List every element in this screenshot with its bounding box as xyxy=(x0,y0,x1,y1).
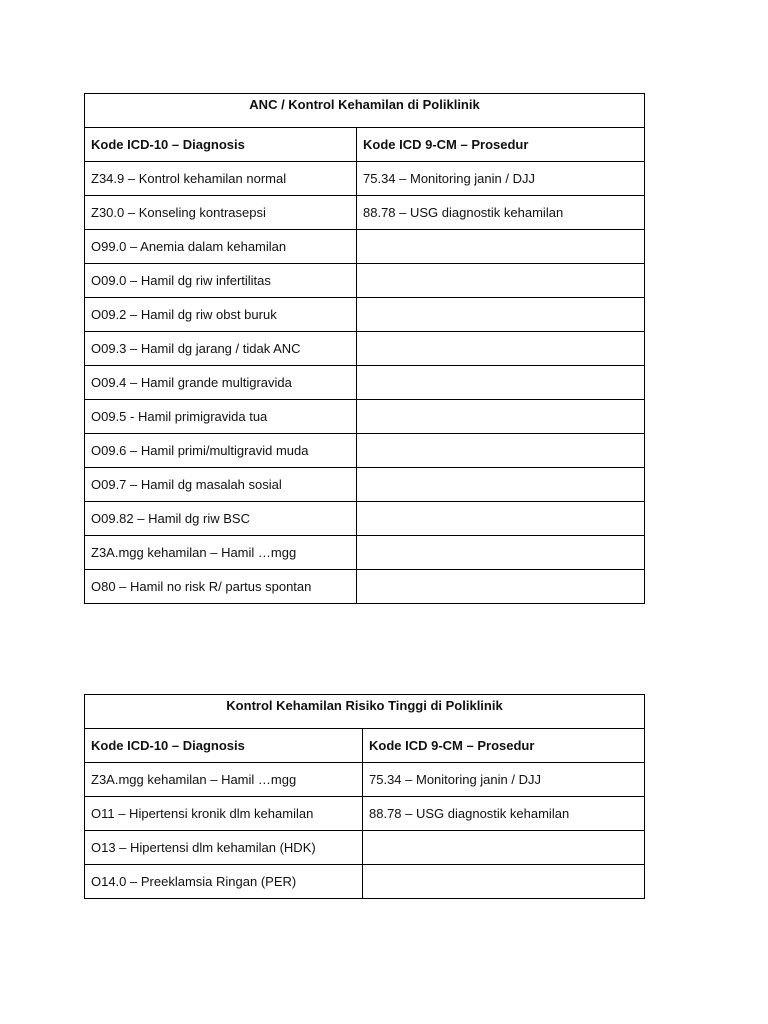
procedure-cell xyxy=(357,570,645,604)
column-header-procedure: Kode ICD 9-CM – Prosedur xyxy=(363,729,645,763)
table-row xyxy=(85,264,645,298)
diagnosis-cell: Z3A.mgg kehamilan – Hamil …mgg xyxy=(85,536,357,570)
diagnosis-cell: O09.4 – Hamil grande multigravida xyxy=(85,366,357,400)
column-header-diagnosis: Kode ICD-10 – Diagnosis xyxy=(85,128,357,162)
table-row xyxy=(85,162,645,196)
procedure-cell xyxy=(357,502,645,536)
table-row xyxy=(85,570,645,604)
table-row xyxy=(85,366,645,400)
procedure-cell xyxy=(357,536,645,570)
procedure-cell xyxy=(363,865,645,899)
column-header-procedure: Kode ICD 9-CM – Prosedur xyxy=(357,128,645,162)
table-row xyxy=(85,230,645,264)
procedure-cell xyxy=(357,264,645,298)
table-row xyxy=(85,865,645,899)
procedure-cell xyxy=(357,400,645,434)
column-header-diagnosis: Kode ICD-10 – Diagnosis xyxy=(85,729,363,763)
diagnosis-cell: Z34.9 – Kontrol kehamilan normal xyxy=(85,162,357,196)
diagnosis-cell: O14.0 – Preeklamsia Ringan (PER) xyxy=(85,865,363,899)
table-row xyxy=(85,400,645,434)
table-row xyxy=(85,196,645,230)
diagnosis-cell: O80 – Hamil no risk R/ partus spontan xyxy=(85,570,357,604)
procedure-cell xyxy=(357,468,645,502)
procedure-cell xyxy=(357,366,645,400)
table-title: ANC / Kontrol Kehamilan di Poliklinik xyxy=(85,94,645,128)
table-body xyxy=(85,162,645,604)
diagnosis-cell: O11 – Hipertensi kronik dlm kehamilan xyxy=(85,797,363,831)
procedure-cell: 75.34 – Monitoring janin / DJJ xyxy=(363,763,645,797)
table-header-row xyxy=(85,729,645,763)
table-row xyxy=(85,468,645,502)
table-title-row xyxy=(85,94,645,128)
table-row xyxy=(85,502,645,536)
high-risk-table xyxy=(84,694,645,899)
procedure-cell xyxy=(363,831,645,865)
diagnosis-cell: O09.82 – Hamil dg riw BSC xyxy=(85,502,357,536)
diagnosis-cell: O99.0 – Anemia dalam kehamilan xyxy=(85,230,357,264)
diagnosis-cell: O09.2 – Hamil dg riw obst buruk xyxy=(85,298,357,332)
table-row xyxy=(85,797,645,831)
table-header-row xyxy=(85,128,645,162)
table-row xyxy=(85,434,645,468)
diagnosis-cell: O09.5 - Hamil primigravida tua xyxy=(85,400,357,434)
procedure-cell xyxy=(357,332,645,366)
table-body xyxy=(85,763,645,899)
table-title-row xyxy=(85,695,645,729)
procedure-cell: 88.78 – USG diagnostik kehamilan xyxy=(357,196,645,230)
procedure-cell: 88.78 – USG diagnostik kehamilan xyxy=(363,797,645,831)
diagnosis-cell: O13 – Hipertensi dlm kehamilan (HDK) xyxy=(85,831,363,865)
diagnosis-cell: O09.0 – Hamil dg riw infertilitas xyxy=(85,264,357,298)
diagnosis-cell: Z30.0 – Konseling kontrasepsi xyxy=(85,196,357,230)
table-row xyxy=(85,298,645,332)
procedure-cell xyxy=(357,298,645,332)
diagnosis-cell: Z3A.mgg kehamilan – Hamil …mgg xyxy=(85,763,363,797)
diagnosis-cell: O09.3 – Hamil dg jarang / tidak ANC xyxy=(85,332,357,366)
anc-table xyxy=(84,93,645,604)
procedure-cell xyxy=(357,230,645,264)
diagnosis-cell: O09.6 – Hamil primi/multigravid muda xyxy=(85,434,357,468)
table-row xyxy=(85,763,645,797)
table-title: Kontrol Kehamilan Risiko Tinggi di Poliklinik xyxy=(85,695,645,729)
diagnosis-cell: O09.7 – Hamil dg masalah sosial xyxy=(85,468,357,502)
procedure-cell xyxy=(357,434,645,468)
procedure-cell: 75.34 – Monitoring janin / DJJ xyxy=(357,162,645,196)
table-row xyxy=(85,332,645,366)
table-row xyxy=(85,831,645,865)
table-row xyxy=(85,536,645,570)
